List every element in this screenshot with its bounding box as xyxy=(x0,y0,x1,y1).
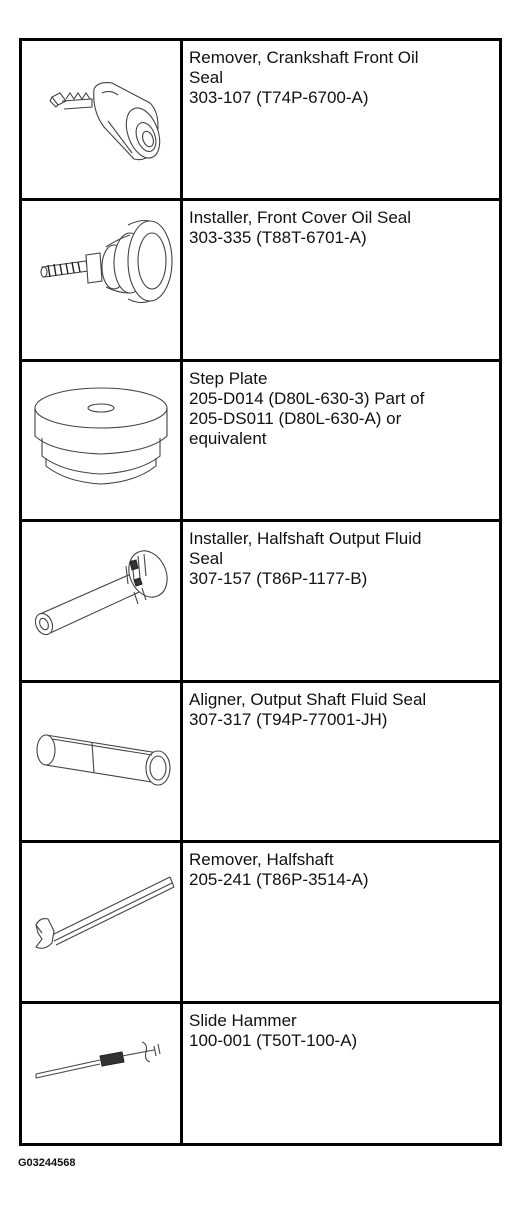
step-plate-icon xyxy=(22,362,180,519)
oil-seal-installer-icon xyxy=(22,201,180,359)
tool-part-number-cont: 205-DS011 (D80L-630-A) or xyxy=(189,409,402,428)
tool-part-number: 307-317 (T94P-77001-JH) xyxy=(189,710,388,729)
tool-description xyxy=(183,201,499,359)
tool-name: Aligner, Output Shaft Fluid Seal xyxy=(189,690,427,709)
tool-description xyxy=(183,41,499,198)
tool-name: Remover, Halfshaft xyxy=(189,850,334,869)
tool-description xyxy=(183,522,499,680)
tool-row xyxy=(22,201,499,362)
tool-name: Installer, Halfshaft Output Fluid xyxy=(189,529,422,548)
tool-description xyxy=(183,362,499,519)
tool-part-number: 205-D014 (D80L-630-3) Part of xyxy=(189,389,425,408)
tool-part-number: 100-001 (T50T-100-A) xyxy=(189,1031,358,1050)
tool-name-cont: Seal xyxy=(189,549,224,568)
tool-description xyxy=(183,843,499,1001)
tool-name: Step Plate xyxy=(189,369,268,388)
seal-aligner-icon xyxy=(22,683,180,840)
halfshaft-remover-icon xyxy=(22,843,180,1001)
tool-row xyxy=(22,843,499,1004)
tool-image-cell xyxy=(22,843,183,1001)
tool-image-cell xyxy=(22,201,183,359)
tool-image-cell xyxy=(22,41,183,198)
figure-id: G03244568 xyxy=(18,1157,76,1169)
tool-row xyxy=(22,362,499,522)
slide-hammer-icon xyxy=(22,1004,180,1143)
tool-image-cell xyxy=(22,362,183,519)
tool-row xyxy=(22,522,499,683)
tool-description xyxy=(183,1004,499,1143)
tool-part-number: 303-335 (T88T-6701-A) xyxy=(189,228,367,247)
tool-image-cell xyxy=(22,1004,183,1143)
tool-row xyxy=(22,683,499,843)
tool-description xyxy=(183,683,499,840)
tool-part-number: 307-157 (T86P-1177-B) xyxy=(189,569,368,588)
tool-part-number: 205-241 (T86P-3514-A) xyxy=(189,870,369,889)
tool-part-number-cont: equivalent xyxy=(189,429,267,448)
tool-row xyxy=(22,41,499,201)
tool-name: Remover, Crankshaft Front Oil xyxy=(189,48,419,67)
tool-row xyxy=(22,1004,499,1143)
tool-part-number: 303-107 (T74P-6700-A) xyxy=(189,88,369,107)
tool-name-cont: Seal xyxy=(189,68,224,87)
special-tools-table xyxy=(19,38,502,1146)
tool-image-cell xyxy=(22,522,183,680)
tool-name: Slide Hammer xyxy=(189,1011,297,1030)
fluid-seal-installer-icon xyxy=(22,522,180,680)
oil-seal-remover-icon xyxy=(22,41,180,198)
tool-image-cell xyxy=(22,683,183,840)
tool-name: Installer, Front Cover Oil Seal xyxy=(189,208,412,227)
